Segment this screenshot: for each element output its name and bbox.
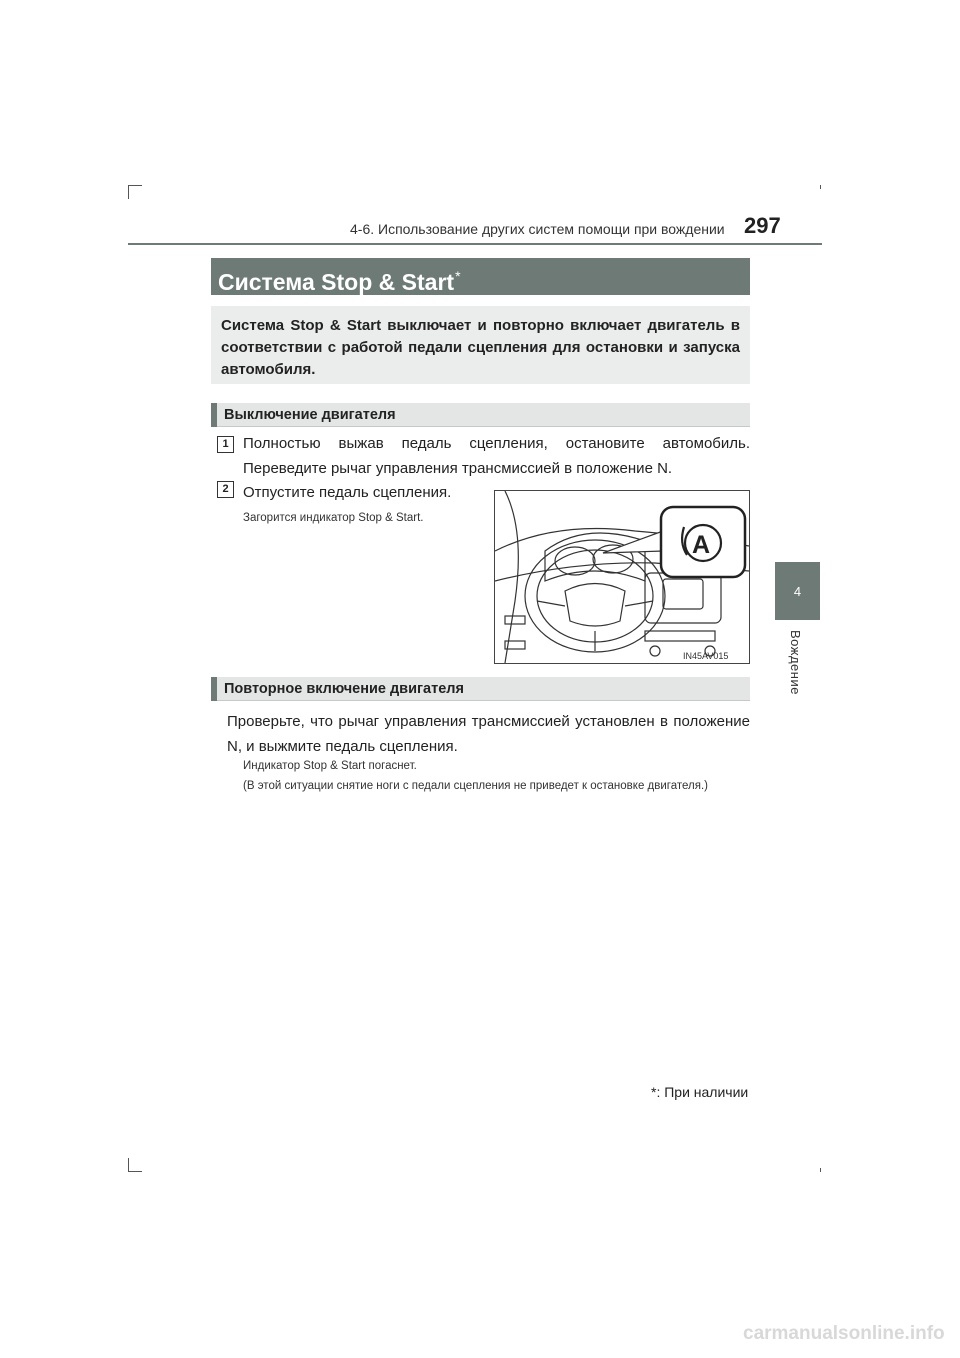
crop-mark-bottom-left-h xyxy=(128,1171,142,1172)
page-title-text: Система Stop & Start xyxy=(218,269,455,295)
page-number: 297 xyxy=(744,213,781,238)
intro-text: Система Stop & Start выключает и повторно включает двигатель в соответствии с работой педали сцепления для остановки и запуска автомобиля. xyxy=(221,317,740,378)
watermark: carmanualsonline.info xyxy=(743,1323,945,1344)
footnote: *: При наличии xyxy=(651,1084,749,1100)
crop-mark-top-left-v xyxy=(128,185,129,199)
step-number-1: 1 xyxy=(217,436,234,453)
chapter-number: 4 xyxy=(793,584,802,599)
header-rule xyxy=(128,243,822,245)
restart-note-2: (В этой ситуации снятие ноги с педали сцепления не приведет к остановке двигателя.) xyxy=(243,780,708,792)
crop-mark-bottom-right xyxy=(820,1168,821,1172)
section-heading-restart xyxy=(211,677,750,701)
page-title xyxy=(211,258,750,295)
chapter-label: Вождение xyxy=(788,630,803,695)
restart-note-1: Индикатор Stop & Start погаснет. xyxy=(243,760,417,772)
dashboard-illustration xyxy=(494,490,750,664)
intro-box xyxy=(211,306,750,384)
step-1-text: Полностью выжав педаль сцепления, остановите автомобиль. Переведите рычаг управления трансмиссией в положение N. xyxy=(243,435,750,477)
section-heading-engine-off-text: Выключение двигателя xyxy=(224,407,396,423)
crop-mark-bottom-left-v xyxy=(128,1158,129,1172)
restart-text: Проверьте, что рычаг управления трансмиссией установлен в положение N, и выжмите педаль сцепления. xyxy=(227,713,750,755)
step-number-2: 2 xyxy=(217,481,234,498)
step-2-text: Отпустите педаль сцепления. xyxy=(243,484,452,501)
header-section-title: 4-6. Использование других систем помощи при вождении xyxy=(350,221,725,237)
availability-marker: * xyxy=(455,268,461,284)
step-2-note: Загорится индикатор Stop & Start. xyxy=(243,512,424,524)
crop-mark-top-left-h xyxy=(128,185,142,186)
illustration-code: IN45AV015 xyxy=(683,651,729,661)
dashboard-drawing xyxy=(495,491,749,663)
callout-letter: A xyxy=(692,531,711,559)
chapter-tab[interactable] xyxy=(775,562,820,620)
crop-mark-top-right xyxy=(820,185,821,189)
section-heading-engine-off xyxy=(211,403,750,427)
section-heading-restart-text: Повторное включение двигателя xyxy=(224,681,464,697)
